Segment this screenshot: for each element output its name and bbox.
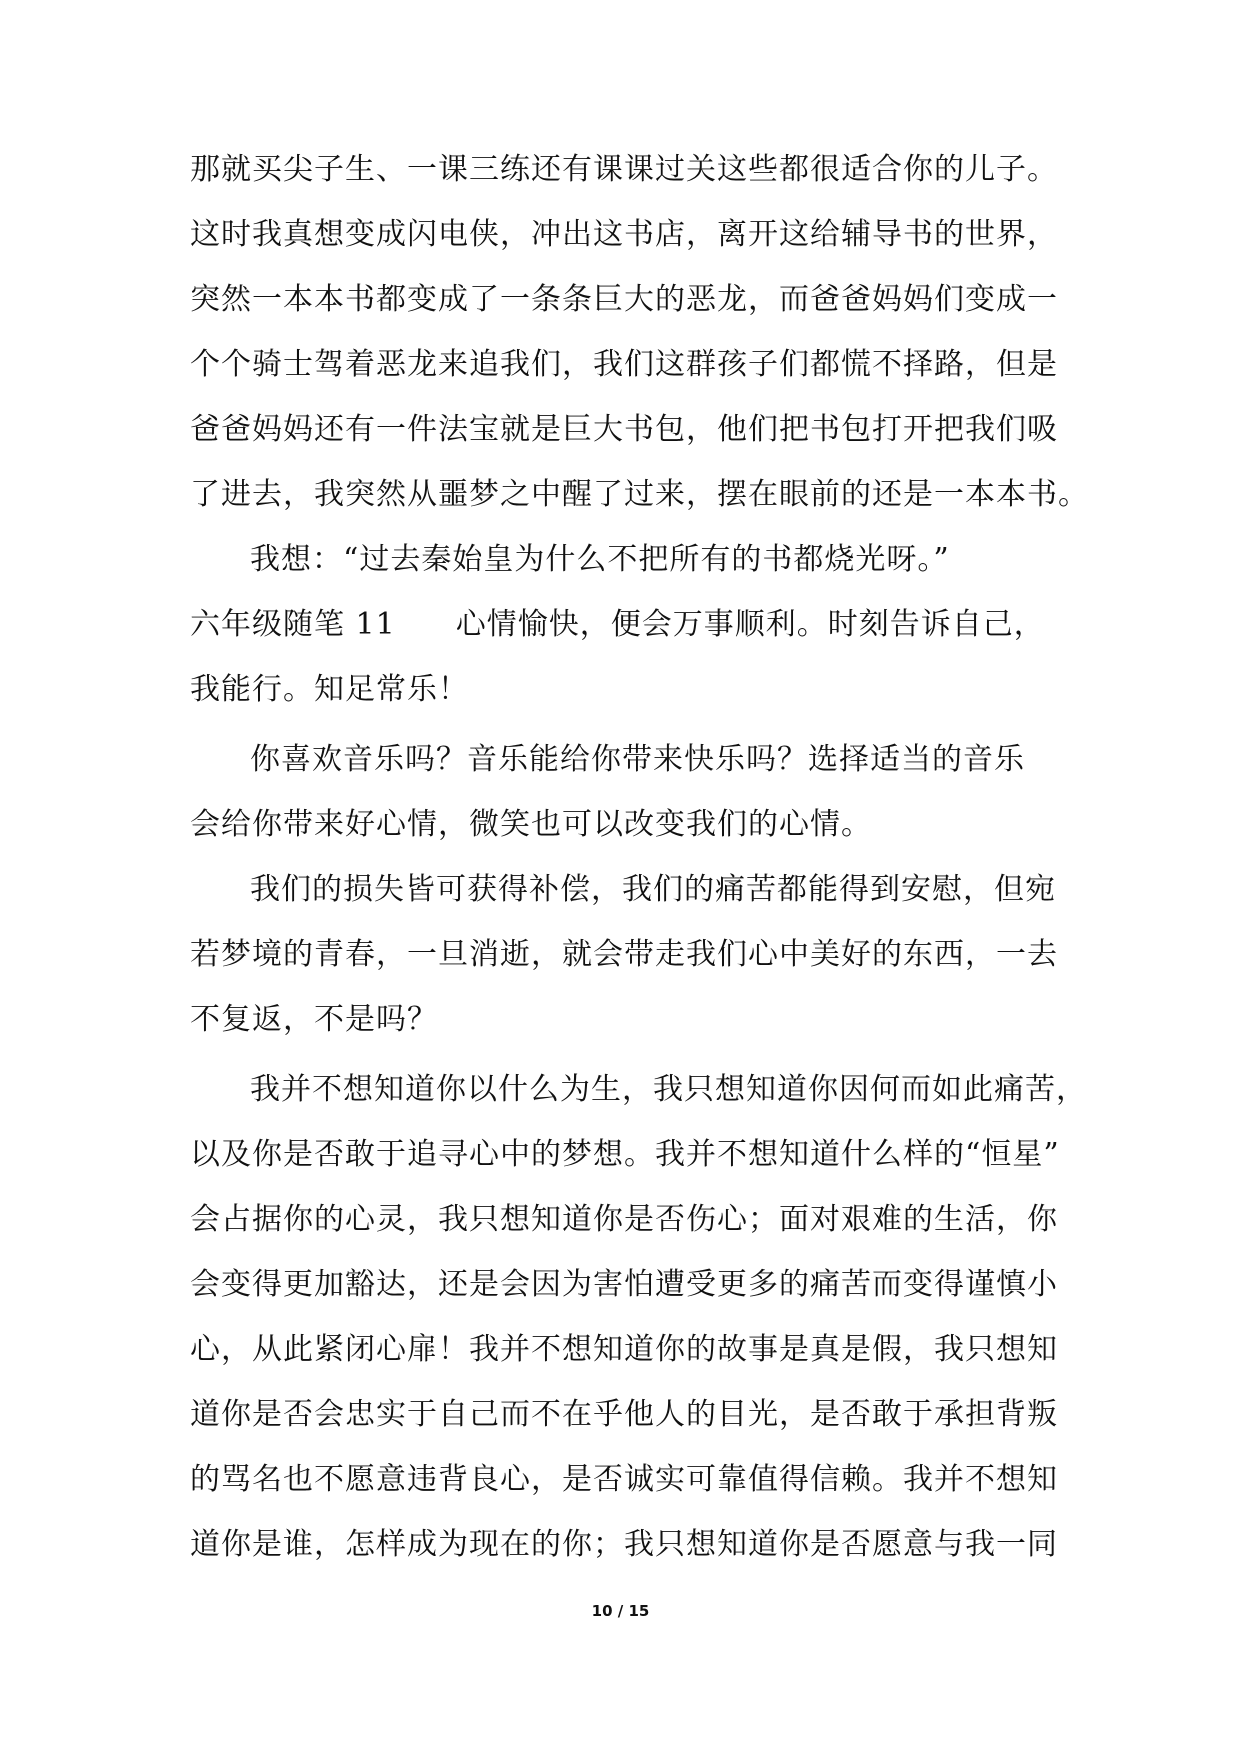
text-line-15: 不复返，不是吗？ [190,1002,438,1037]
text-line-4: 个个骑士驾着恶龙来追我们，我们这群孩子们都慌不择路，但是 [190,347,1058,382]
text-line-10: 我能行。知足常乐！ [190,672,469,707]
text-line-12: 会给你带来好心情，微笑也可以改变我们的心情。 [190,807,872,842]
text-line-3: 突然一本本书都变成了一条条巨大的恶龙，而爸爸妈妈们变成一 [190,282,1058,317]
text-line-1: 那就买尖子生、一课三练还有课课过关这些都很适合你的儿子。 [190,152,1058,187]
text-line-23: 道你是谁，怎样成为现在的你；我只想知道你是否愿意与我一同 [190,1527,1058,1562]
section-heading: 六年级随笔 11 [190,607,396,642]
section-heading-line [190,605,1045,645]
text-line-14: 若梦境的青春，一旦消逝，就会带走我们心中美好的东西，一去 [190,937,1058,972]
page-number: 10 / 15 [591,1602,650,1620]
text-line-6: 了进去，我突然从噩梦之中醒了过来，摆在眼前的还是一本本书。 [190,477,1089,512]
text-line-7: 我想：“过去秦始皇为什么不把所有的书都烧光呀。” [250,542,950,577]
text-line-19: 会变得更加豁达，还是会因为害怕遭受更多的痛苦而变得谨慎小 [190,1267,1058,1302]
text-line-20: 心，从此紧闭心扉！我并不想知道你的故事是真是假，我只想知 [190,1332,1058,1367]
text-line-5: 爸爸妈妈还有一件法宝就是巨大书包，他们把书包打开把我们吸 [190,412,1058,447]
text-line-18: 会占据你的心灵，我只想知道你是否伤心；面对艰难的生活，你 [190,1202,1058,1237]
text-line-2: 这时我真想变成闪电侠，冲出这书店，离开这给辅导书的世界， [190,217,1058,252]
text-line-17: 以及你是否敢于追寻心中的梦想。我并不想知道什么样的“恒星” [190,1137,1060,1172]
text-line-21: 道你是否会忠实于自己而不在乎他人的目光，是否敢于承担背叛 [190,1397,1058,1432]
text-line-16: 我并不想知道你以什么为生，我只想知道你因何而如此痛苦， [250,1072,1087,1107]
text-line-13: 我们的损失皆可获得补偿，我们的痛苦都能得到安慰，但宛 [250,872,1056,907]
section-heading-text: 心情愉快，便会万事顺利。时刻告诉自己， [455,607,1045,642]
text-line-11: 你喜欢音乐吗？音乐能给你带来快乐吗？选择适当的音乐 [250,742,1025,777]
text-line-22: 的骂名也不愿意违背良心，是否诚实可靠值得信赖。我并不想知 [190,1462,1058,1497]
